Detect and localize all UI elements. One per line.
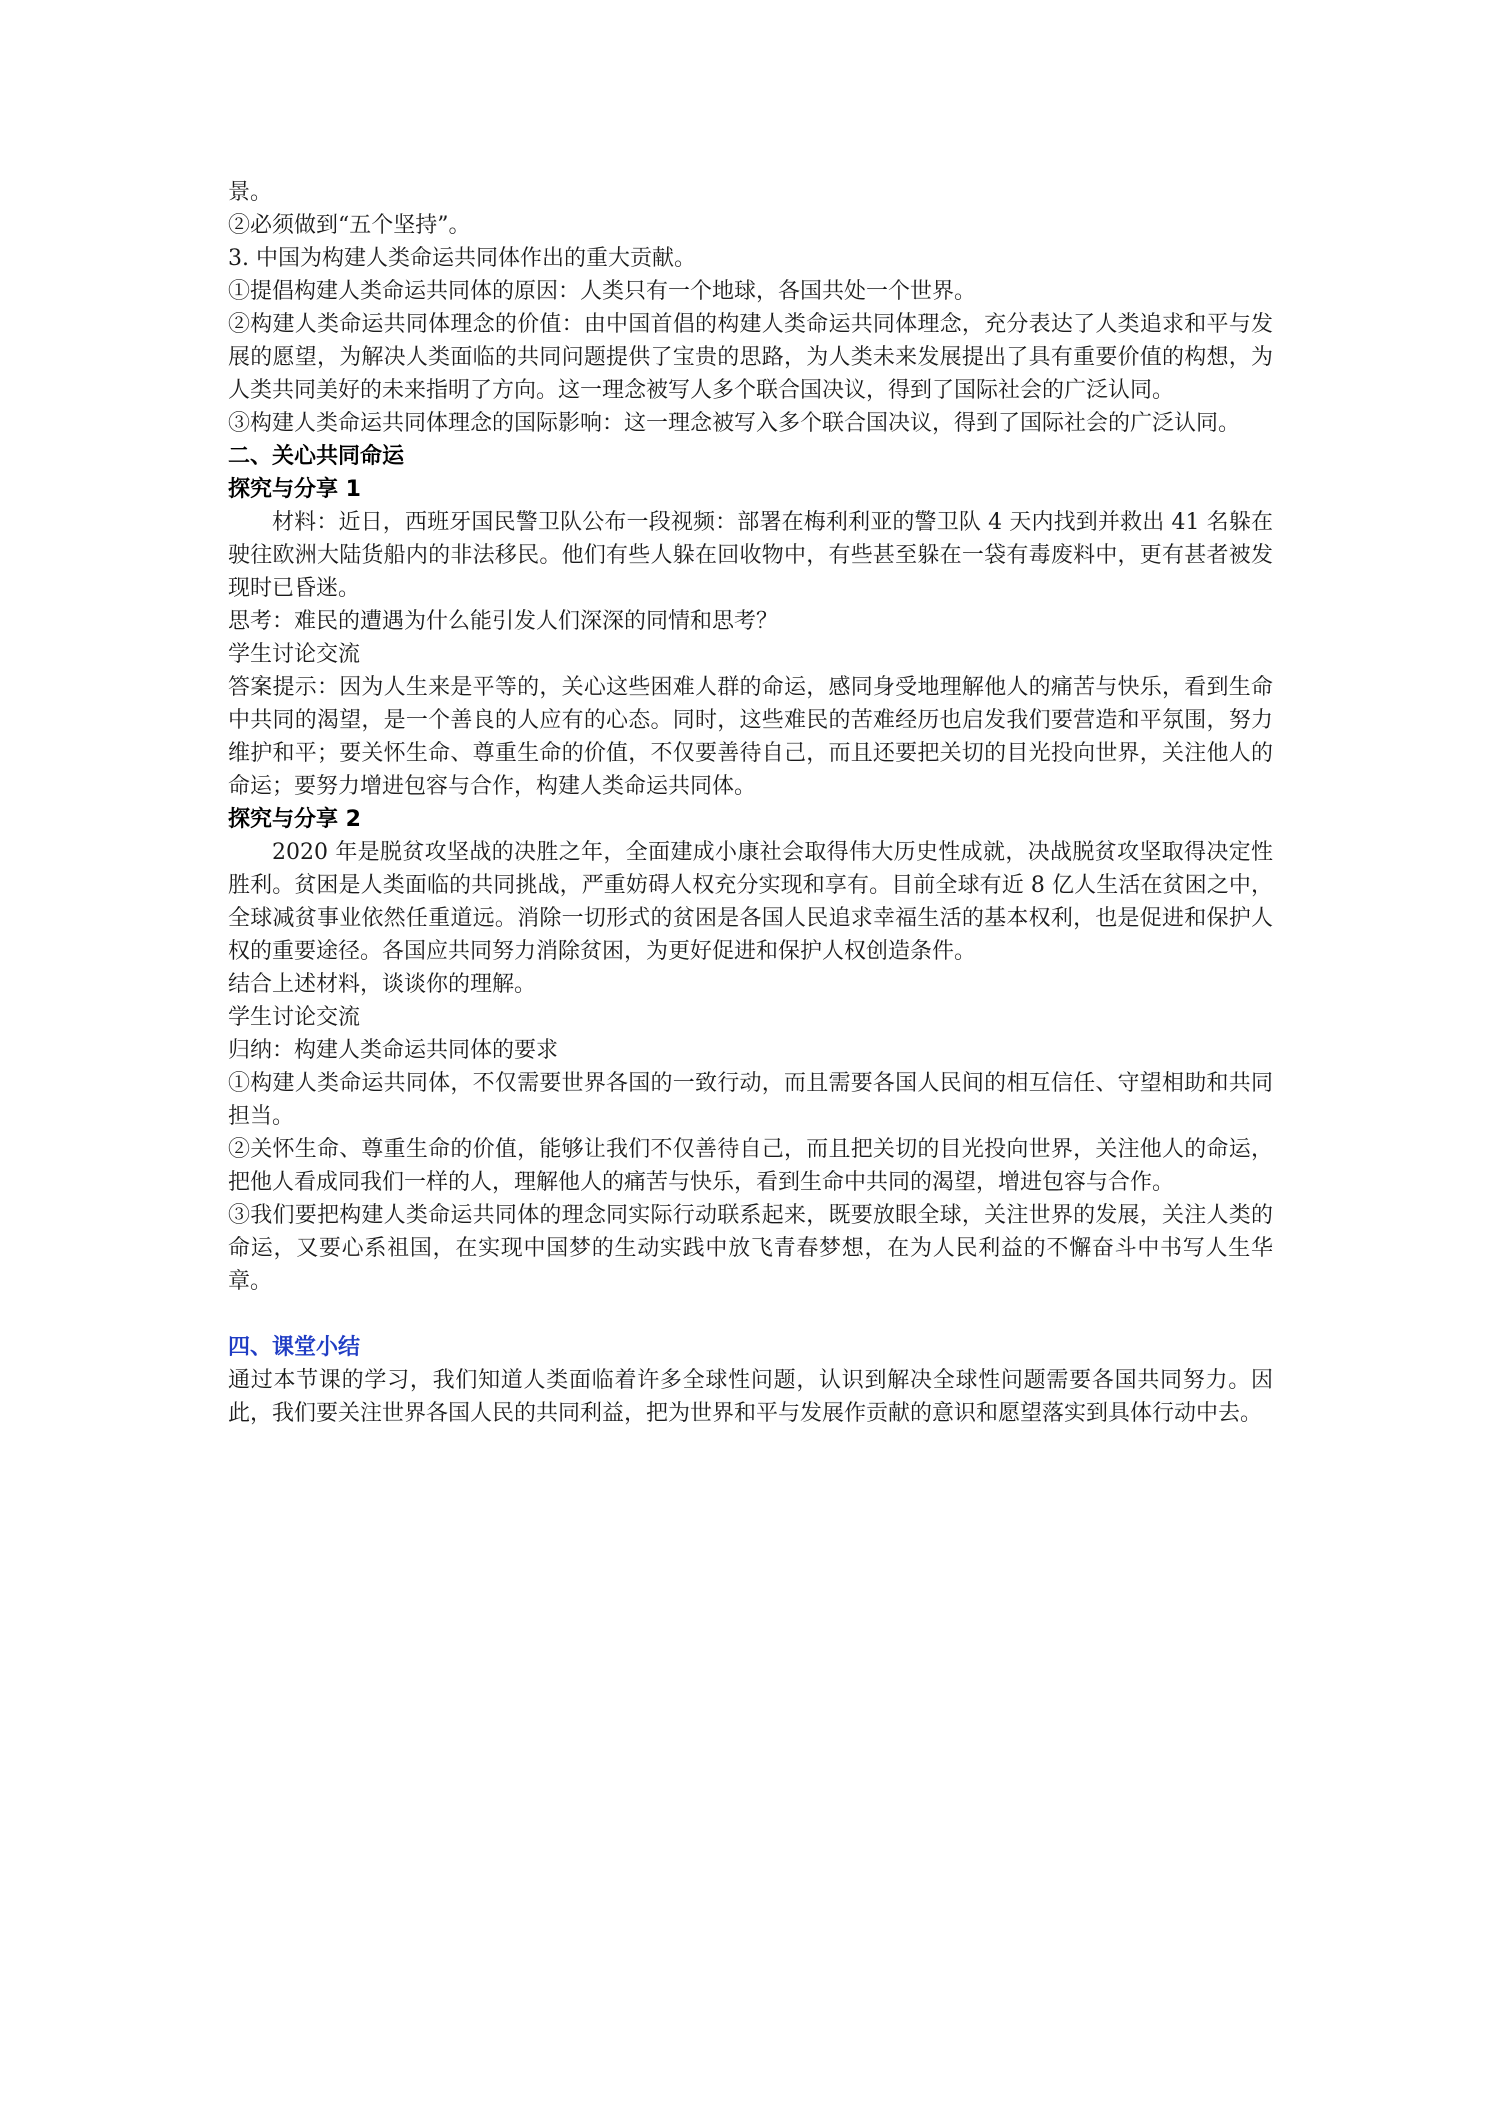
paragraph-requirement-1: ①构建人类命运共同体，不仅需要世界各国的一致行动，而且需要各国人民间的相互信任、守望相助和共同担当。	[228, 1071, 1273, 1129]
paragraph-requirement-3: ③我们要把构建人类命运共同体的理念同实际行动联系起来，既要放眼全球，关注世界的发展，关注人类的命运，又要心系祖国，在实现中国梦的生动实践中放飞青春梦想，在为人民利益的不懈奋斗中书写人生华章。	[228, 1203, 1273, 1294]
paragraph-value: ②构建人类命运共同体理念的价值：由中国首倡的构建人类命运共同体理念，充分表达了人类追求和平与发展的愿望，为解决人类面临的共同问题提供了宝贵的思路，为人类未来发展提出了具有重要价值的构想，为人类共同美好的未来指明了方向。这一理念被写人多个联合国决议，得到了国际社会的广泛认同。	[228, 312, 1273, 403]
paragraph-question-1: 思考：难民的遭遇为什么能引发人们深深的同情和思考？	[228, 609, 779, 634]
subheading-explore-share-2: 探究与分享 2	[228, 807, 361, 832]
paragraph-requirement-2: ②关怀生命、尊重生命的价值，能够让我们不仅善待自己，而且把关切的目光投向世界，关注他人的命运，把他人看成同我们一样的人，理解他人的痛苦与快乐，看到生命中共同的渴望，增进包容与合作。	[228, 1137, 1273, 1195]
paragraph-discussion-1: 学生讨论交流	[228, 642, 361, 667]
paragraph-reason: ①提倡构建人类命运共同体的原因：人类只有一个地球，各国共处一个世界。	[228, 279, 977, 304]
paragraph-international-influence: ③构建人类命运共同体理念的国际影响：这一理念被写入多个联合国决议，得到了国际社会的广泛认同。	[228, 411, 1241, 436]
paragraph-material-2: 2020 年是脱贫攻坚战的决胜之年，全面建成小康社会取得伟大历史性成就，决战脱贫攻坚取得决定性胜利。贫困是人类面临的共同挑战，严重妨碍人权充分实现和享有。目前全球有近 8 亿人生活在贫困之中，全球减贫事业依然任重道远。消除一切形式的贫困是各国人民追求幸福生活的基本权利，也是促进和保护人权的重要途径。各国应共同努力消除贫困，为更好促进和保护人权创造条件。	[228, 840, 1273, 964]
subheading-explore-share-1: 探究与分享 1	[228, 477, 361, 502]
paragraph-class-summary: 通过本节课的学习，我们知道人类面临着许多全球性问题，认识到解决全球性问题需要各国共同努力。因此，我们要关注世界各国人民的共同利益，把为世界和平与发展作贡献的意识和愿望落实到具体行动中去。	[228, 1368, 1273, 1426]
section-heading-class-summary: 四、课堂小结	[228, 1335, 361, 1360]
paragraph-answer-hint: 答案提示：因为人生来是平等的，关心这些困难人群的命运，感同身受地理解他人的痛苦与快乐，看到生命中共同的渴望，是一个善良的人应有的心态。同时，这些难民的苦难经历也启发我们要营造和平氛围，努力维护和平；要关怀生命、尊重生命的价值，不仅要善待自己，而且还要把关切的目光投向世界，关注他人的命运；要努力增进包容与合作，构建人类命运共同体。	[228, 675, 1273, 799]
blank-line	[228, 1298, 1273, 1331]
paragraph-continuation: 景。	[228, 180, 273, 205]
document-body	[228, 176, 1273, 1430]
section-heading-common-destiny: 二、关心共同命运	[228, 444, 405, 469]
paragraph-prompt-2: 结合上述材料，谈谈你的理解。	[228, 972, 537, 997]
paragraph-summary-title: 归纳：构建人类命运共同体的要求	[228, 1038, 559, 1063]
paragraph-five-persistences: ②必须做到“五个坚持”。	[228, 213, 471, 238]
paragraph-discussion-2: 学生讨论交流	[228, 1005, 361, 1030]
paragraph-material-1: 材料：近日，西班牙国民警卫队公布一段视频：部署在梅利利亚的警卫队 4 天内找到并救出 41 名躲在驶往欧洲大陆货船内的非法移民。他们有些人躲在回收物中，有些甚至躲在一袋有毒废料中，更有甚者被发现时已昏迷。	[228, 510, 1273, 601]
paragraph-china-contribution-title: 3. 中国为构建人类命运共同体作出的重大贡献。	[228, 246, 696, 271]
